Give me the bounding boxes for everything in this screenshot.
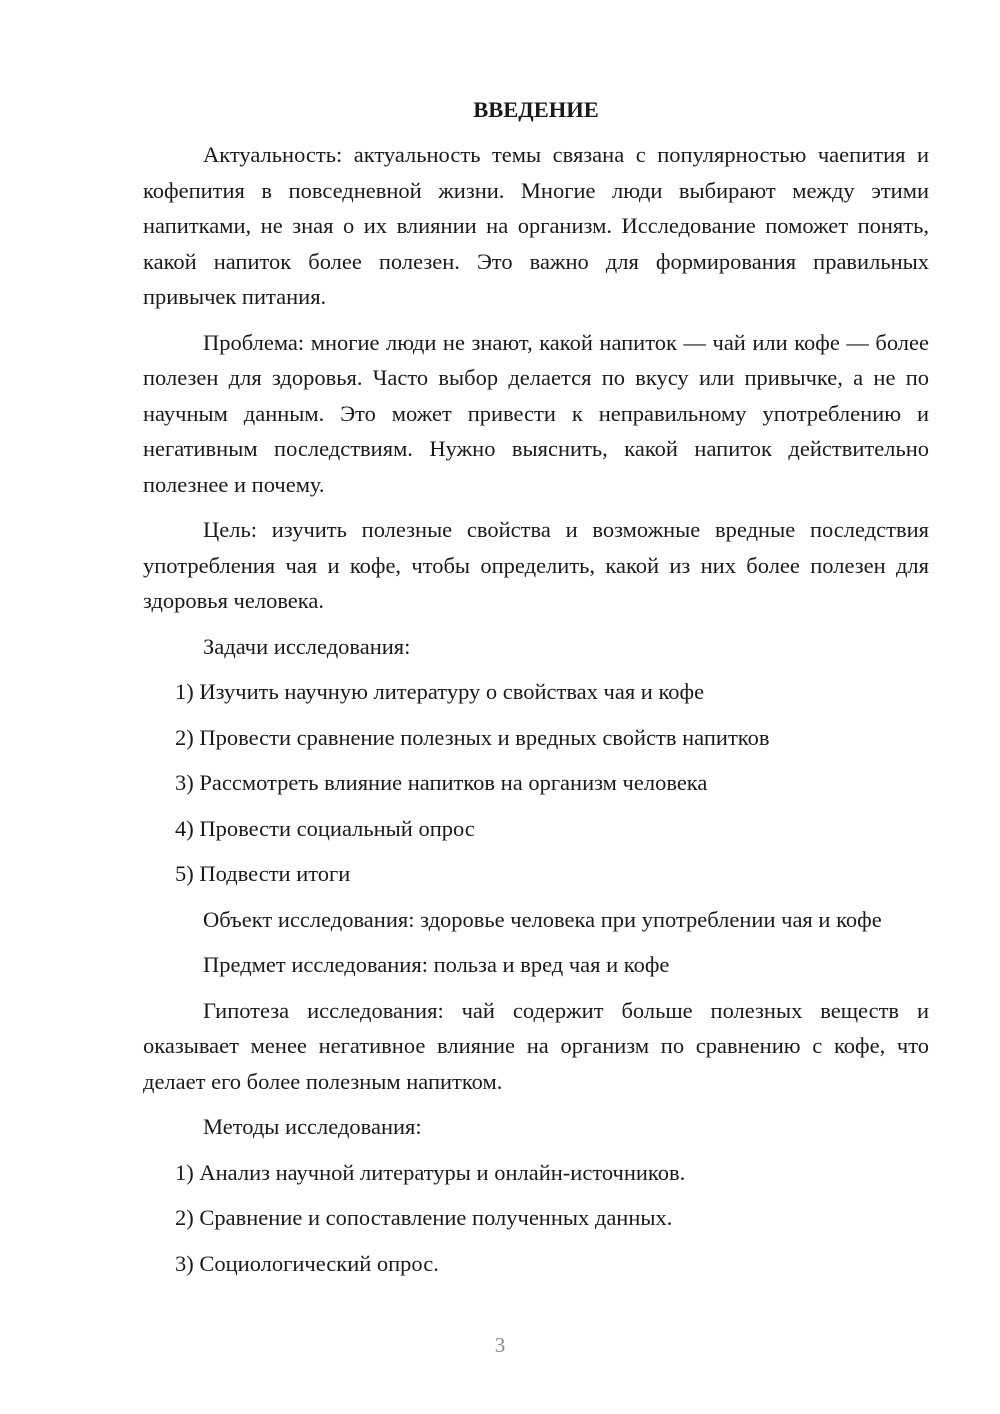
- method-item: 3) Социологический опрос.: [175, 1250, 439, 1276]
- methods-list: [143, 1155, 929, 1282]
- object-paragraph: Объект исследования: здоровье человека при употреблении чая и кофе: [203, 906, 882, 932]
- task-item: 5) Подвести итоги: [175, 861, 351, 886]
- task-item: 2) Провести сравнение полезных и вредных свойств напитков: [175, 724, 770, 750]
- goal-paragraph: Цель: изучить полезные свойства и возможные вредные последствия употребления чая и кофе, чтобы определить, какой из них более полезен для здоровья человека.: [143, 517, 929, 613]
- task-item: 4) Провести социальный опрос: [175, 815, 475, 841]
- relevance-paragraph: Актуальность: актуальность темы связана с популярностью чаепития и кофепития в повседневной жизни. Многие люди выбирают между этими напитками, не зная о их влиянии на организм. Исследование поможет понять, какой напиток более полезен. Это важно для формирования правильных привычек питания.: [143, 142, 929, 309]
- subject-paragraph: Предмет исследования: польза и вред чая и кофе: [203, 952, 670, 977]
- tasks-heading: Задачи исследования:: [203, 633, 411, 659]
- method-item: 1) Анализ научной литературы и онлайн-источников.: [175, 1159, 686, 1185]
- page-number: 3: [494, 1333, 506, 1357]
- tasks-list: [143, 674, 929, 892]
- methods-heading: Методы исследования:: [203, 1114, 422, 1139]
- section-title: ВВЕДЕНИЕ: [473, 97, 599, 122]
- hypothesis-paragraph: Гипотеза исследования: чай содержит больше полезных веществ и оказывает менее негативное влияние на организм по сравнению с кофе, что делает его более полезным напитком.: [143, 997, 929, 1094]
- task-item: 1) Изучить научную литературу о свойствах чая и кофе: [175, 679, 705, 704]
- page-content: [143, 92, 929, 1291]
- problem-paragraph: Проблема: многие люди не знают, какой напиток — чай или кофе — более полезен для здоровья. Часто выбор делается по вкусу или привычке, а не по научным данным. Это может привести к неправильному употреблению и негативным последствиям. Нужно выяснить, какой напиток действительно полезнее и почему.: [143, 329, 929, 497]
- method-item: 2) Сравнение и сопоставление полученных данных.: [175, 1205, 673, 1230]
- task-item: 3) Рассмотреть влияние напитков на организм человека: [175, 770, 708, 795]
